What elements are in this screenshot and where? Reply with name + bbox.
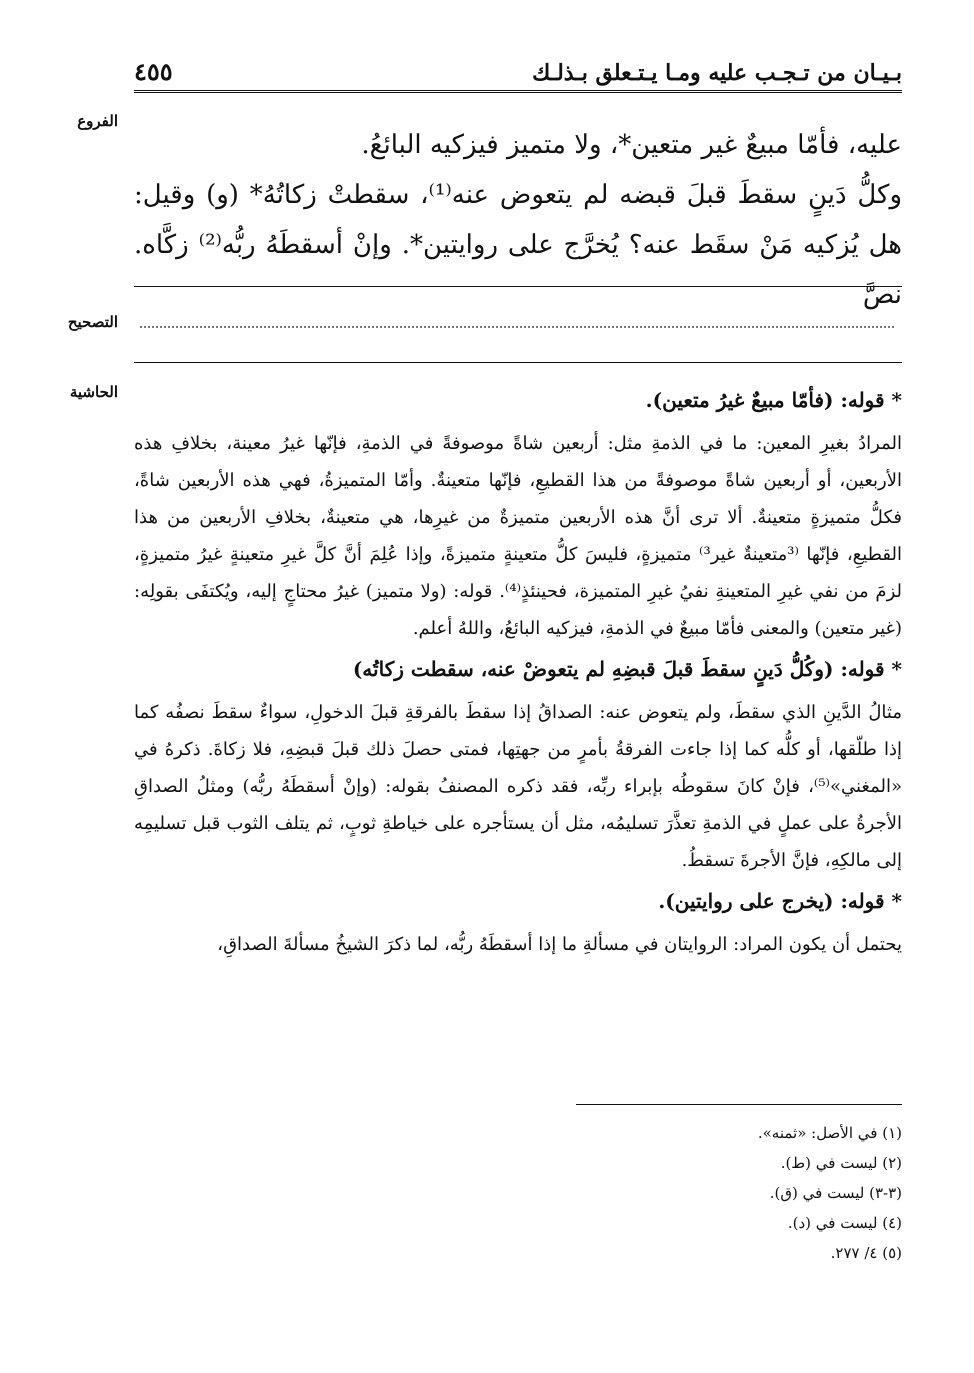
footnote: (٢) ليست في (ط). [780, 1154, 902, 1172]
section-divider [134, 286, 902, 287]
commentary-heading: * قوله: (وكُلُّ دَينٍ سقطَ قبلَ قبضِهِ لم يتعوضْ عنه، سقطت زكاتُه) [352, 657, 902, 681]
commentary-heading: * قوله: (فأمّا مبيعٌ غيرُ متعين). [645, 388, 902, 412]
commentary-paragraph: مثالُ الدَّينِ الذي سقطَ، ولم يتعوض عنه: الصداقُ إذا سقطَ بالفرقةِ قبلَ الدخولِ، سواءٌ سقطَ نصفُه كما إذا طلّقها، أو كلُّه كما إذا جاءت الفرقةُ بأمرٍ من جهتِها، فمتى حصلَ ذلك قبلَ قبضِهِ، فلا زكاةَ. ذكرهُ في «المغني»⁽⁵⁾، فإنْ كانَ سقوطُه بإبراء ربِّه، فقد ذكره المصنفُ بقوله: (وإنْ أسقطَهُ ربُّه) ومثلُ الصداقِ الأجرةُ على عملٍ في الذمةِ تعذَّرَ تسليمُه، مثل أن يستأجره على خياطةِ ثوبٍ، ثم يتلف الثوب قبل تسليمِه إلى مالكِهِ، فإنَّ الأجرةَ تسقطُ. [134, 702, 902, 871]
commentary-paragraph: يحتمل أن يكون المراد: الروايتان في مسألةِ ما إذا أسقطَهُ ربُّه، لما ذكرَ الشيخُ مسألةَ الصداقِ، [217, 934, 902, 955]
tashih-dotted-line [140, 326, 894, 328]
section-label-tashih: التصحيح [67, 313, 118, 331]
section-label-hashiya: الحاشية [69, 383, 118, 401]
footnote: (٥) ٤/ ٢٧٧. [830, 1244, 902, 1262]
main-paragraph: عليه، فأمّا مبيعٌ غير متعين*، ولا متميز فيزكيه البائعُ. [361, 130, 902, 160]
commentary-heading: * قوله: (يخرج على روايتين). [658, 889, 902, 913]
footnote: (٣-٣) ليست في (ق). [769, 1184, 902, 1202]
running-title: بـيـان من تـجـب عليه ومـا يـتـعلق بـذلـك [532, 60, 902, 86]
main-paragraph: وكلُّ دَينٍ سقطَ قبلَ قبضه لم يتعوض عنه⁽¹⁾، سقطتْ زكاتُهُ* (و) وقيل: هل يُزكيه مَنْ سقَط عنه؟ يُخرَّج على روايتين*. وإنْ أسقطَهُ ربُّه⁽²⁾ زكَّاه. نصَّ [134, 180, 902, 310]
page-number: ٤٥٥ [134, 57, 173, 86]
footnote-divider [576, 1104, 902, 1105]
page-header [134, 50, 902, 93]
section-label-furu: الفروع [77, 112, 118, 130]
footnotes [758, 1118, 902, 1268]
footnote: (٤) ليست في (د). [787, 1214, 902, 1232]
commentary-paragraph: المرادُ بغيرِ المعين: ما في الذمةِ مثل: أربعين شاةً موصوفةً في الذمةِ، فإنّها غيرُ معينة، بخلافِ هذه الأربعين، أو أربعين شاةً موصوفةً من هذا القطيعِ، فإنّها متعينةٌ. وأمّا المتميزةُ، فهي هذه الأربعين شاةً، فكلُّ متميزةٍ متعينةٌ. ألا ترى أنَّ هذه الأربعين متميزةٌ من غيرِها، هي متعينةٌ، بخلافِ الأربعين من هذا القطيعِ، فإنّها ⁽³متعينةٌ غير³⁾ متميزةٍ، فليسَ كلُّ متعينةٍ متميزةً، وإذا عُلِمَ أنَّ كلَّ غيرِ متعينةٍ غيرُ متميزةٍ، لزمَ من نفي غيرِ المتعينةِ نفيُ غيرِ المتميزة، فحينئذٍ⁽⁴⁾. قوله: (ولا متميز) غيرُ محتاجٍ إليه، ويُكتفَى بقولِه: (غير متعين) والمعنى فأمّا مبيعٌ في الذمةِ، فيزكيه البائعُ، واللهُ أعلم. [134, 433, 903, 639]
section-divider [134, 362, 902, 363]
footnote: (١) في الأصل: «ثمنه». [757, 1124, 902, 1142]
main-text [134, 120, 902, 320]
hashiya-commentary [134, 378, 902, 963]
